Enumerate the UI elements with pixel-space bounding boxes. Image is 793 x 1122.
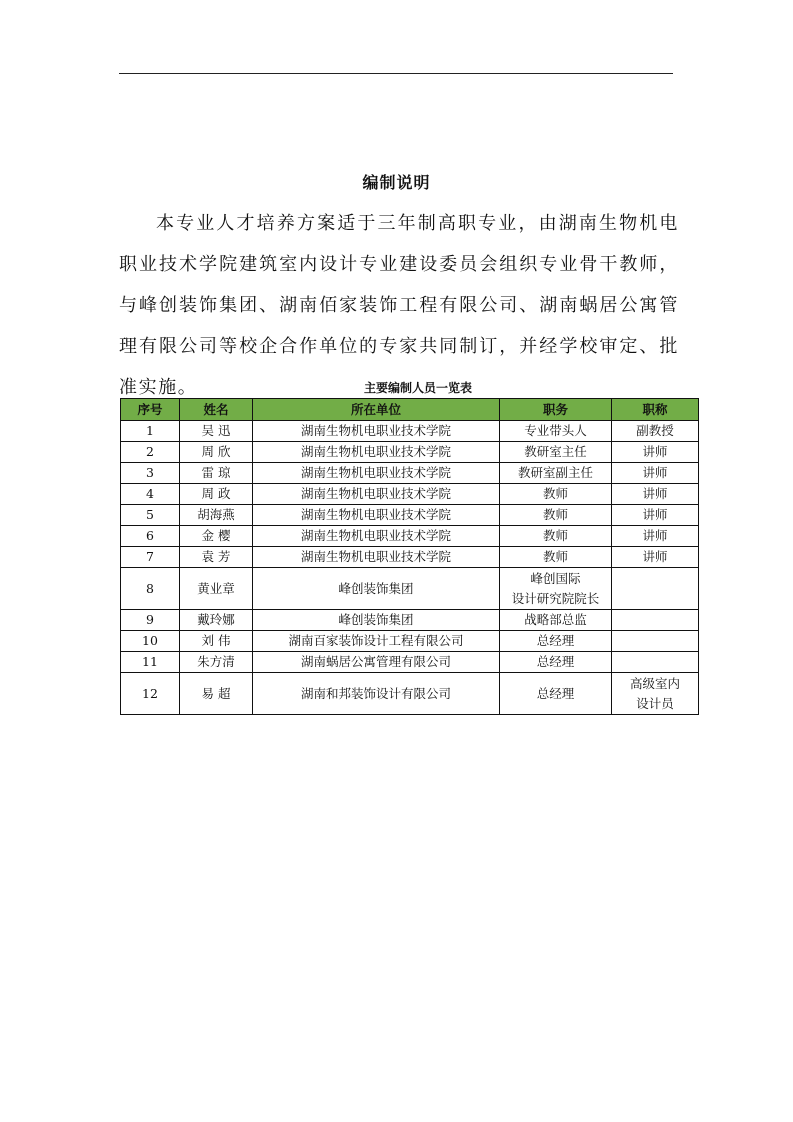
cell-unit: 湖南生物机电职业技术学院 (253, 421, 500, 442)
cell-title: 讲师 (612, 547, 699, 568)
cell-title: 副教授 (612, 421, 699, 442)
table-row (121, 610, 699, 631)
cell-title: 讲师 (612, 526, 699, 547)
table-row (121, 463, 699, 484)
cell-name: 雷 琼 (180, 463, 253, 484)
cell-name: 周 欣 (180, 442, 253, 463)
page-title: 编制说明 (362, 173, 431, 192)
cell-no: 12 (121, 673, 180, 715)
cell-title: 讲师 (612, 463, 699, 484)
cell-name: 金 樱 (180, 526, 253, 547)
cell-title (612, 631, 699, 652)
table-row (121, 421, 699, 442)
cell-name: 朱方清 (180, 652, 253, 673)
staff-table (120, 398, 699, 715)
cell-position: 教师 (500, 505, 612, 526)
cell-no: 8 (121, 568, 180, 610)
cell-name: 易 超 (180, 673, 253, 715)
table-row (121, 568, 699, 610)
cell-no: 11 (121, 652, 180, 673)
cell-position-line: 设计研究院院长 (511, 590, 600, 606)
cell-position: 教研室主任 (500, 442, 612, 463)
header-rule (119, 73, 673, 74)
cell-no: 1 (121, 421, 180, 442)
cell-unit: 湖南生物机电职业技术学院 (253, 526, 500, 547)
table-row (121, 631, 699, 652)
cell-unit: 湖南生物机电职业技术学院 (253, 484, 500, 505)
cell-position: 总经理 (500, 652, 612, 673)
cell-unit: 峰创装饰集团 (253, 610, 500, 631)
cell-title: 讲师 (612, 484, 699, 505)
cell-position: 教师 (500, 547, 612, 568)
table-caption: 主要编制人员一览表 (363, 381, 472, 395)
cell-position: 总经理 (500, 631, 612, 652)
cell-position: 总经理 (500, 673, 612, 715)
cell-unit: 湖南生物机电职业技术学院 (253, 505, 500, 526)
cell-no: 4 (121, 484, 180, 505)
staff-table-body (121, 421, 699, 715)
cell-title-line: 高级室内 (629, 675, 680, 691)
cell-position (500, 568, 612, 610)
cell-name: 戴玲娜 (180, 610, 253, 631)
cell-position: 教师 (500, 484, 612, 505)
cell-title-line: 设计员 (636, 695, 674, 711)
cell-position: 教研室副主任 (500, 463, 612, 484)
cell-no: 3 (121, 463, 180, 484)
header-name: 姓名 (180, 399, 253, 421)
cell-title (612, 568, 699, 610)
table-row (121, 505, 699, 526)
table-row (121, 652, 699, 673)
header-no: 序号 (121, 399, 180, 421)
header-unit: 所在单位 (253, 399, 500, 421)
header-position: 职务 (500, 399, 612, 421)
cell-title (612, 652, 699, 673)
cell-unit: 湖南蜗居公寓管理有限公司 (253, 652, 500, 673)
cell-title: 讲师 (612, 442, 699, 463)
cell-unit: 湖南和邦装饰设计有限公司 (253, 673, 500, 715)
cell-title (612, 673, 699, 715)
cell-no: 7 (121, 547, 180, 568)
cell-no: 10 (121, 631, 180, 652)
cell-name: 刘 伟 (180, 631, 253, 652)
cell-unit: 湖南生物机电职业技术学院 (253, 547, 500, 568)
cell-position: 教师 (500, 526, 612, 547)
cell-unit: 湖南生物机电职业技术学院 (253, 442, 500, 463)
cell-position-line: 峰创国际 (530, 570, 581, 586)
cell-no: 2 (121, 442, 180, 463)
cell-title (612, 610, 699, 631)
cell-unit: 湖南百家装饰设计工程有限公司 (253, 631, 500, 652)
cell-no: 6 (121, 526, 180, 547)
cell-name: 胡海燕 (180, 505, 253, 526)
cell-unit: 湖南生物机电职业技术学院 (253, 463, 500, 484)
cell-position: 专业带头人 (500, 421, 612, 442)
cell-no: 5 (121, 505, 180, 526)
cell-name: 黄业章 (180, 568, 253, 610)
header-title: 职称 (612, 399, 699, 421)
cell-position: 战略部总监 (500, 610, 612, 631)
table-row (121, 673, 699, 715)
cell-name: 袁 芳 (180, 547, 253, 568)
intro-paragraph: 本专业人才培养方案适于三年制高职专业，由湖南生物机电职业技术学院建筑室内设计专业建设委员会组织专业骨干教师，与峰创装饰集团、湖南佰家装饰工程有限公司、湖南蜗居公寓管理有限公司等校企合作单位的专家共同制订，并经学校审定、批准实施。 (119, 213, 679, 398)
cell-name: 吴 迅 (180, 421, 253, 442)
table-header-row (121, 399, 699, 421)
table-row (121, 442, 699, 463)
table-row (121, 526, 699, 547)
table-row (121, 547, 699, 568)
cell-name: 周 政 (180, 484, 253, 505)
cell-no: 9 (121, 610, 180, 631)
cell-title: 讲师 (612, 505, 699, 526)
table-row (121, 484, 699, 505)
cell-unit: 峰创装饰集团 (253, 568, 500, 610)
